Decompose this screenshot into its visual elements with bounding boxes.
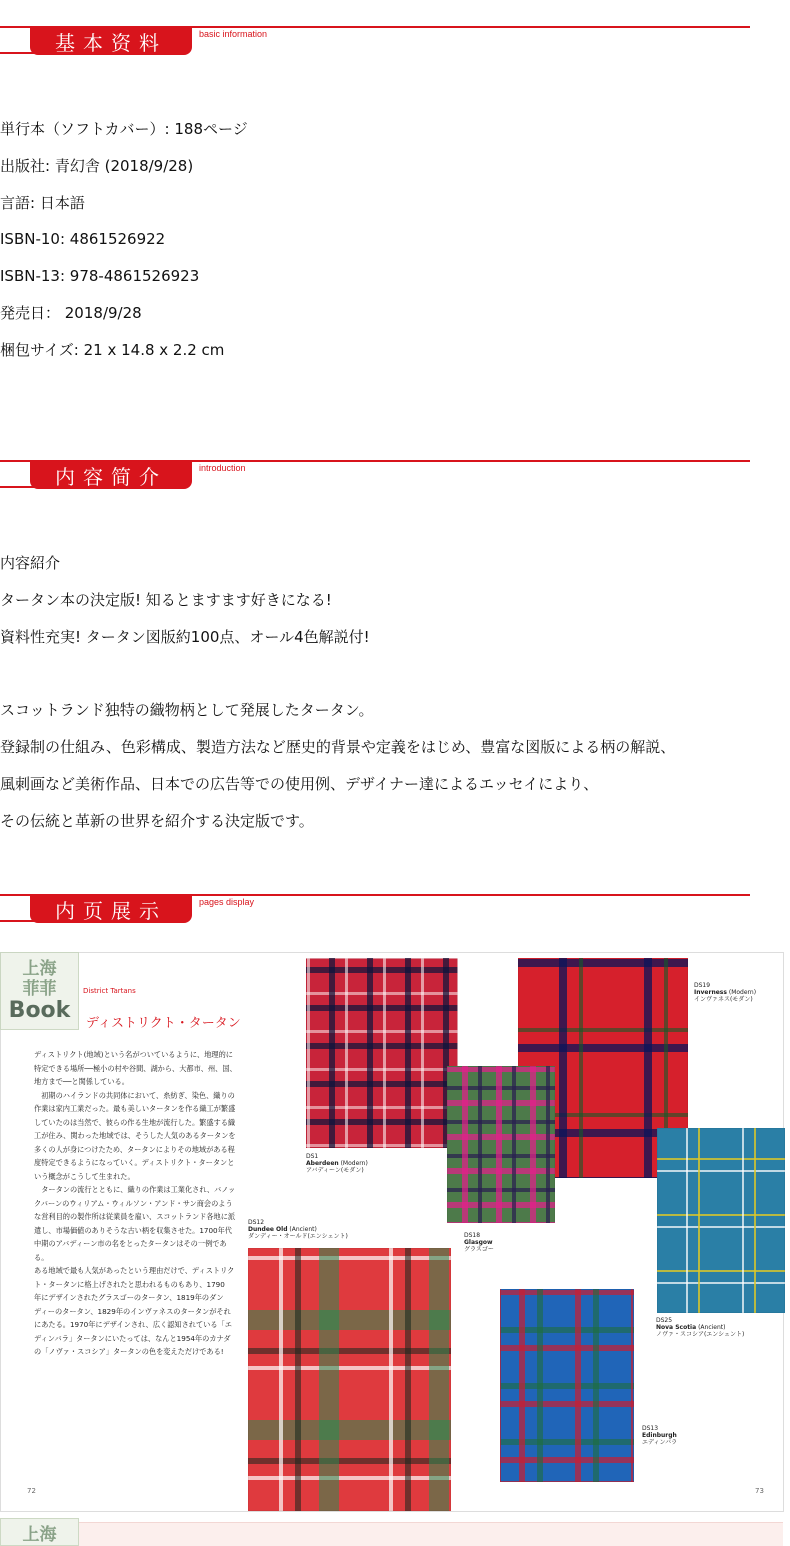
info-publisher: 出版社: 青幻舎 (2018/9/28) <box>0 157 194 175</box>
intro-line: その伝統と革新の世界を紹介する決定版です。 <box>0 812 314 830</box>
caption-name: Glasgow <box>464 1239 493 1246</box>
watermark-line2: 菲菲 <box>22 979 57 999</box>
section-header-basic <box>0 26 750 66</box>
section-header-intro <box>0 460 750 500</box>
info-language: 言語: 日本語 <box>0 194 85 212</box>
spread-eyebrow: District Tartans <box>83 987 136 995</box>
caption-name: Edinburgh <box>642 1432 677 1439</box>
page-number-left: 72 <box>27 1487 36 1495</box>
caption-name: Dundee Old <box>248 1226 288 1233</box>
tartan-swatch-dundee-old <box>248 1248 451 1511</box>
info-isbn10: ISBN-10: 4861526922 <box>0 230 166 248</box>
caption-edinburgh <box>642 1425 677 1446</box>
intro-line: タータン本の決定版! 知るとますます好きになる! <box>0 591 332 609</box>
caption-nova-scotia <box>656 1317 744 1338</box>
watermark-line1: 上海 <box>22 959 57 979</box>
tartan-swatch-nova-scotia <box>657 1128 785 1313</box>
info-binding: 単行本（ソフトカバー）: 188ページ <box>0 120 248 138</box>
caption-jp: グラスゴー <box>464 1246 494 1253</box>
section-subtitle: basic information <box>199 29 268 39</box>
watermark-line3: Book <box>8 998 71 1023</box>
caption-code: DS25 <box>656 1317 673 1324</box>
caption-code: DS1 <box>306 1153 319 1160</box>
caption-jp: ダンディー・オールド(エンシェント) <box>248 1233 348 1240</box>
shop-watermark-logo-bottom <box>0 1518 79 1546</box>
caption-code: DS18 <box>464 1232 481 1239</box>
intro-line: 風刺画など美術作品、日本での広告等での使用例、デザイナー達によるエッセイにより、 <box>0 775 599 793</box>
caption-code: DS19 <box>694 982 711 989</box>
next-image-strip <box>79 1522 783 1546</box>
caption-inverness <box>694 982 756 1003</box>
shop-watermark-logo <box>0 952 79 1030</box>
tartan-swatch-edinburgh <box>500 1289 634 1482</box>
intro-line: 資料性充実! タータン図版約100点、オール4色解説付! <box>0 628 370 646</box>
section-title: 内页展示 <box>30 895 192 923</box>
watermark-line1: 上海 <box>22 1525 57 1545</box>
caption-variant: (Ancient) <box>698 1324 726 1331</box>
info-package-size: 梱包サイズ: 21 x 14.8 x 2.2 cm <box>0 341 225 359</box>
spread-body-text: ディストリクト(地域)という名がついているように、地理的に 特定できる場所──極小の村や谷間、湖から、大都市、州、国、 地方まで──と関係している。 初期のハイランドの共同体において、糸紡ぎ、染色、織りの 作業は家内工業だった。最も美しいタータンを作る織工が繁盛 していたのは当然で、彼らの作る生地が流行した。繁盛する織 工が住み、関わった地域では、そうした人気のあるタータンを 多くの人が身につけたため、タータンによりその地域がある程 度特定できるようになっていく。ディストリクト・タータンと いう概念がこうして生まれた。 タータンの流行とともに、織りの作業は工業化され、バノッ クバーンのウィリアム・ウィルソン・アンド・サン商会のよう な営利目的の製作所は従業員を雇い、スコットランド各地に派 遣し、市場価値のありそうな古い柄を収集させた。1700年代 中期のアバディーン市の名をとったタータンはその一例である。 ある地域で最も人気があったという理由だけで、ディストリク ト・タータンに格上げされたと思われるものもあり、1790 年にデザインされたグラスゴーのタータン、1819年のダン ディーのタータン、1829年のインヴァネスのタータンがそれ にあたる。1970年にデザインされ、広く認知されている「エ ディンバラ」タータンにいたっては、なんと1954年のカナダ の「ノヴァ・スコシア」タータンの色を変えただけである! <box>34 1050 237 1356</box>
caption-variant: (Ancient) <box>289 1226 317 1233</box>
section-title: 基本资料 <box>30 27 192 55</box>
intro-line: スコットランド独特の織物柄として発展したタータン。 <box>0 701 374 719</box>
intro-line: 登録制の仕組み、色彩構成、製造方法など歴史的背景や定義をはじめ、豊富な図版による柄の解説、 <box>0 738 676 756</box>
caption-variant: (Modern) <box>340 1160 368 1167</box>
caption-name: Inverness <box>694 989 727 996</box>
caption-code: DS12 <box>248 1219 265 1226</box>
caption-aberdeen <box>306 1153 368 1174</box>
caption-jp: アバディーン(モダン) <box>306 1167 364 1174</box>
section-header-pages <box>0 894 750 934</box>
info-release-date: 発売日： 2018/9/28 <box>0 304 142 322</box>
section-title: 内容简介 <box>30 461 192 489</box>
caption-dundee-old <box>248 1219 348 1240</box>
caption-glasgow <box>464 1232 494 1253</box>
intro-line: 内容紹介 <box>0 554 61 572</box>
section-subtitle: pages display <box>199 897 255 907</box>
tartan-swatch-aberdeen <box>306 958 458 1148</box>
caption-jp: エディンバラ <box>642 1439 678 1446</box>
caption-jp: インヴァネス(モダン) <box>694 996 753 1003</box>
info-isbn13: ISBN-13: 978-4861526923 <box>0 267 200 285</box>
spread-heading: ディストリクト・タータン <box>86 1016 241 1031</box>
page-number-right: 73 <box>755 1487 764 1495</box>
section-subtitle: introduction <box>199 463 246 473</box>
book-spread-image <box>0 952 784 1512</box>
caption-name: Nova Scotia <box>656 1324 697 1331</box>
caption-variant: (Modern) <box>728 989 757 996</box>
tartan-swatch-glasgow <box>447 1066 555 1223</box>
caption-code: DS13 <box>642 1425 659 1432</box>
caption-name: Aberdeen <box>306 1160 339 1167</box>
caption-jp: ノヴァ・スコシア(エンシェント) <box>656 1331 745 1338</box>
